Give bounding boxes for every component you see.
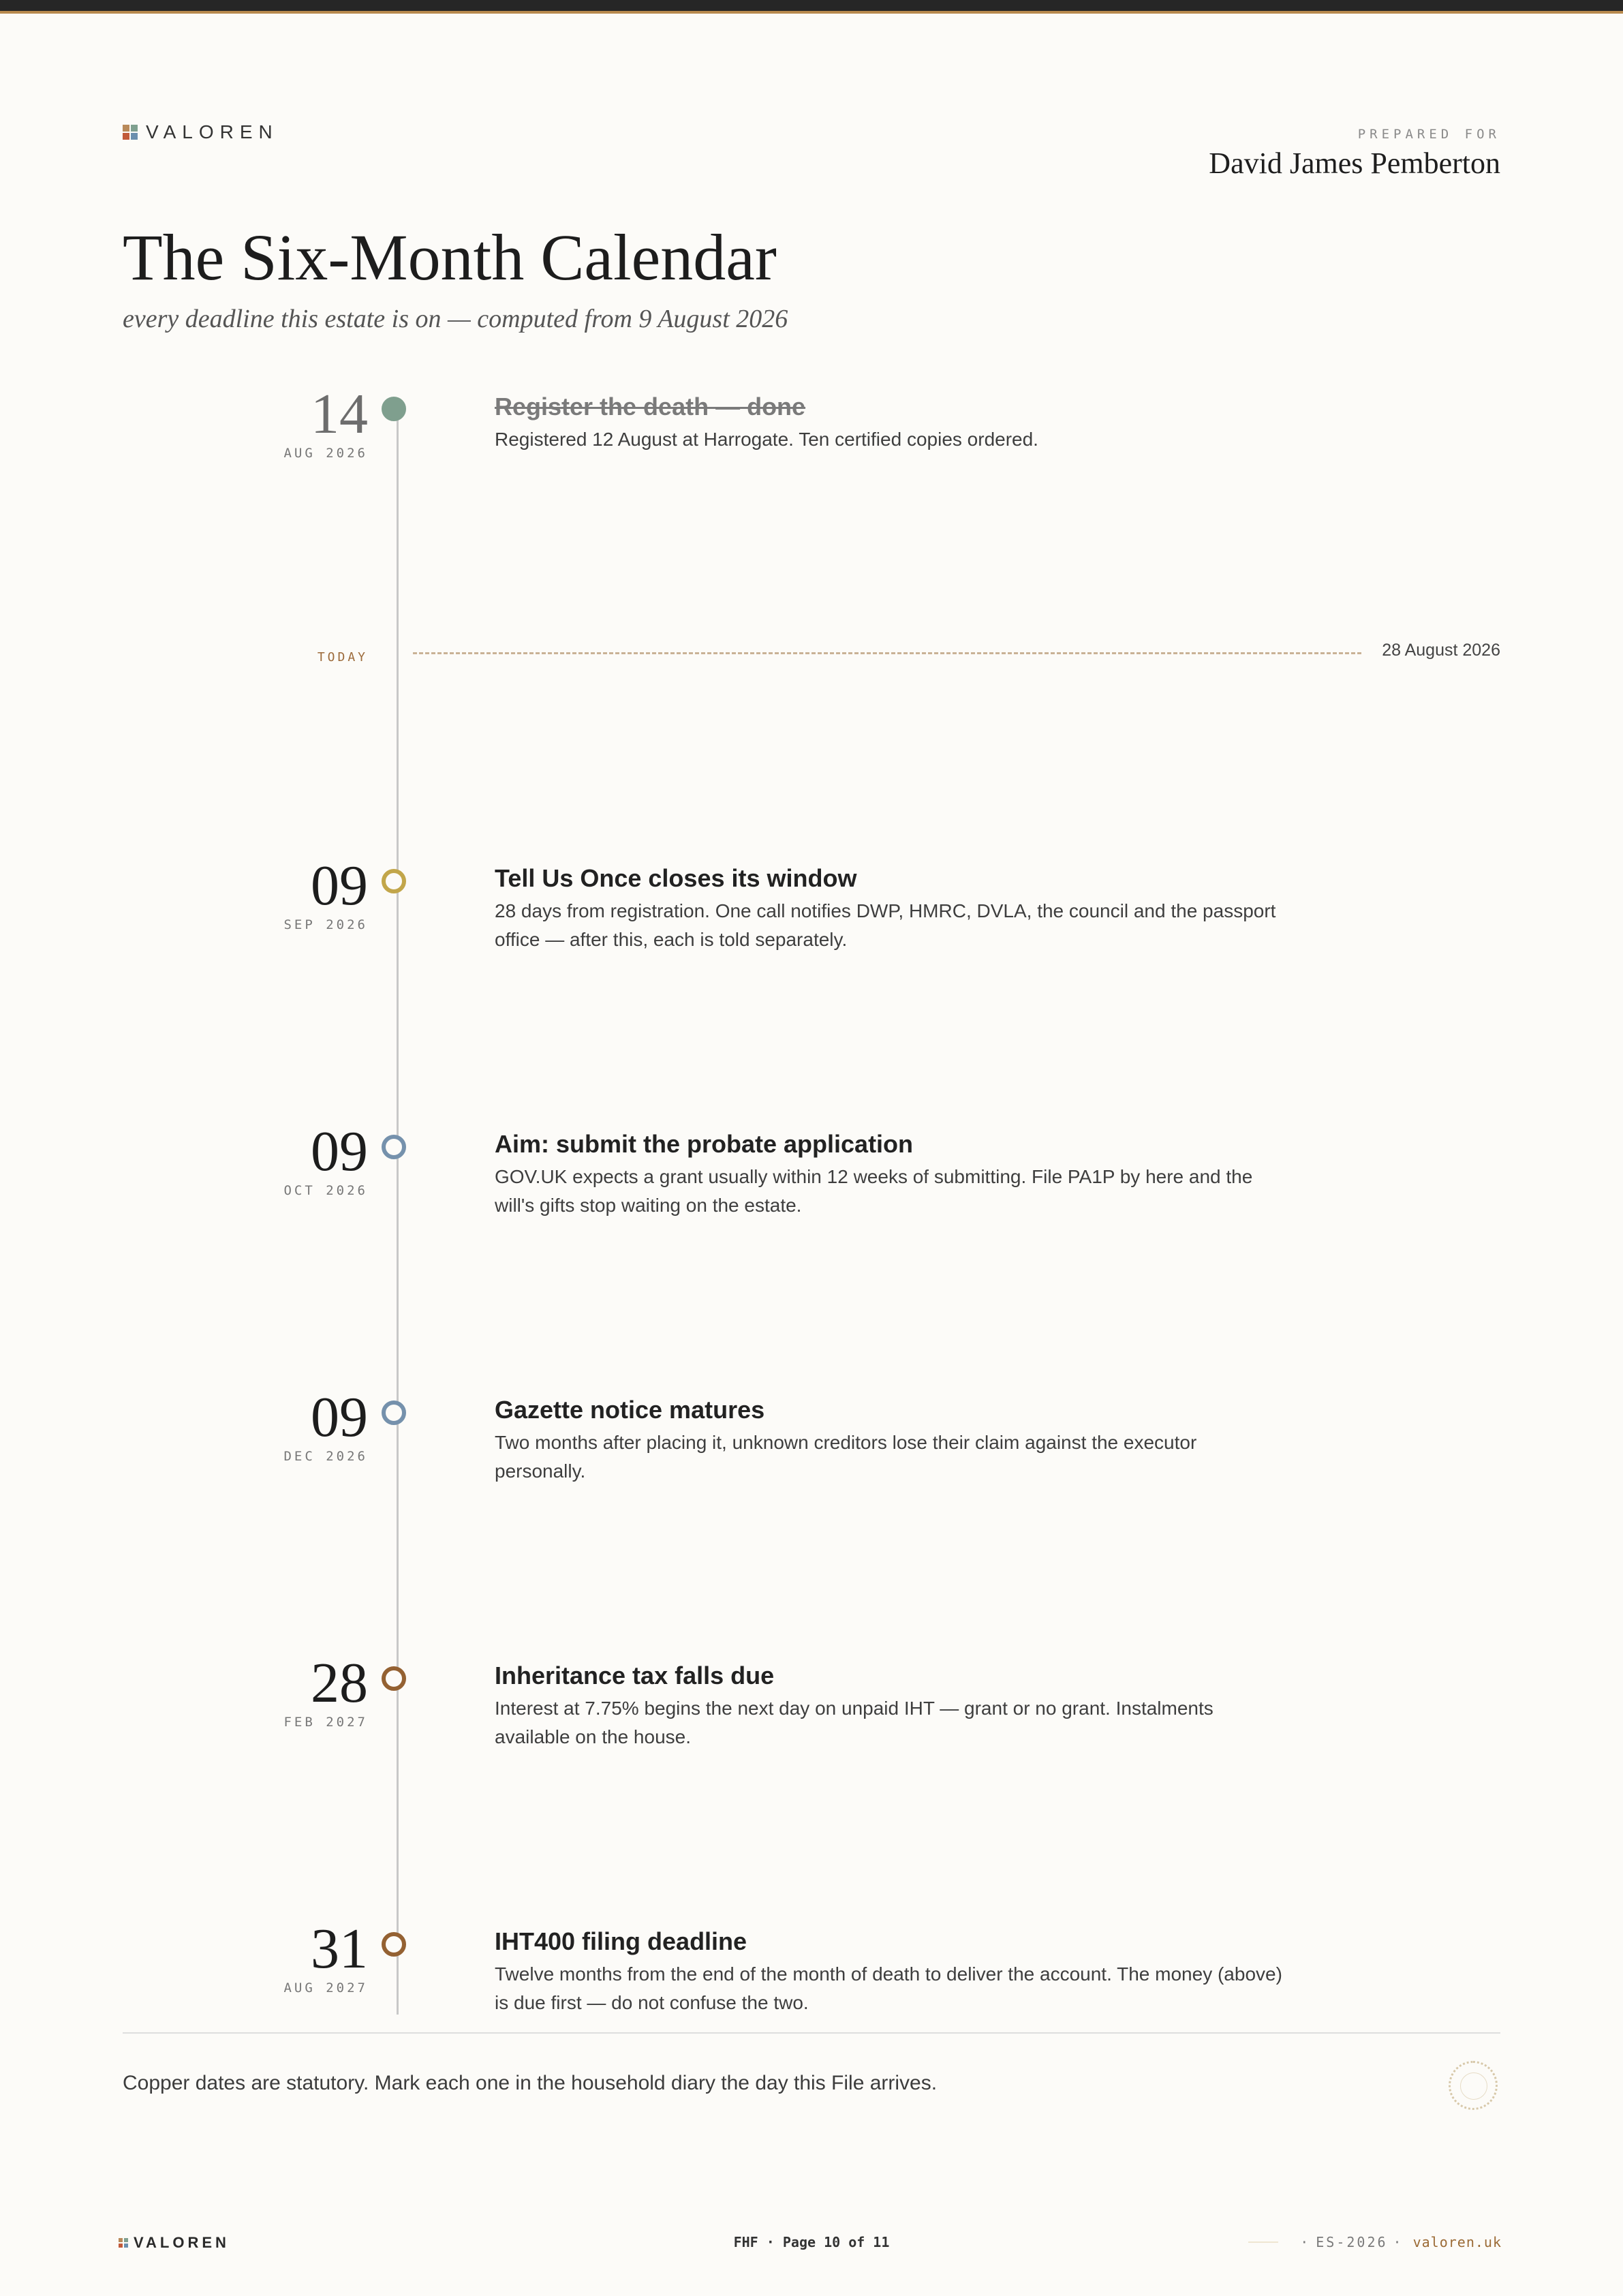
timeline-rail [397,412,399,2015]
prepared-for-block [1209,127,1500,181]
event-title: Tell Us Once closes its window [495,864,857,892]
event-marker [382,1135,406,1159]
brand-name: VALOREN [146,121,279,142]
footer-separator: · [1300,2234,1311,2250]
event-marker [382,397,406,421]
footer-rule [1248,2241,1278,2243]
event-day: 14 [311,382,368,446]
seal-icon [1449,2061,1498,2110]
footer-doc-code: FHF [733,2234,758,2250]
event-description: Interest at 7.75% begins the next day on unpaid IHT — grant or no grant. Instalments available on the house. [495,1698,1214,1747]
footer-brand-name: VALOREN [134,2234,230,2251]
brand-mark-square [123,133,129,140]
event-day: 09 [311,1120,368,1183]
event-description: Twelve months from the end of the month of death to deliver the account. The money (above) is due first — do not confuse the two. [495,1963,1282,2013]
top-border-accent [0,11,1623,14]
event-day: 09 [311,1386,368,1449]
event-month-year: SEP 2026 [283,917,368,932]
brand-mark-square [131,133,138,140]
page-subtitle: every deadline this estate is on — computed from 9 August 2026 [123,305,788,333]
brand-mark-square [123,125,129,132]
event-title: IHT400 filing deadline [495,1927,747,1955]
event-title: Gazette notice matures [495,1396,765,1424]
footer-url[interactable]: valoren.uk [1412,2234,1502,2250]
event-day: 31 [311,1917,368,1980]
event-day: 09 [311,854,368,917]
event-marker [382,869,406,893]
event-marker [382,1400,406,1425]
event-title: Register the death — done [495,393,806,420]
event-day: 28 [311,1651,368,1715]
footnote-divider [123,2032,1500,2034]
event-title: Inheritance tax falls due [495,1662,775,1689]
event-marker [382,1666,406,1691]
event-month-year: FEB 2027 [283,1715,368,1730]
event-description: Two months after placing it, unknown creditors lose their claim against the executor personally. [495,1432,1197,1482]
event-title: Aim: submit the probate application [495,1130,914,1158]
brand-mark-square [131,125,138,132]
brand-logo [123,121,279,143]
footer-reference [1248,2234,1502,2250]
event-marker [382,1932,406,1957]
today-label: TODAY [317,650,368,664]
footer-separator: · [766,2234,783,2250]
event-month-year: OCT 2026 [283,1183,368,1198]
prepared-for-label: PREPARED FOR [1357,127,1500,142]
event-description: Registered 12 August at Harrogate. Ten certified copies ordered. [495,429,1038,450]
page-title: The Six-Month Calendar [123,221,777,294]
top-border [0,0,1623,11]
event-description: 28 days from registration. One call notifies DWP, HMRC, DVLA, the council and the passport office — after this, each is told separately. [495,900,1276,950]
footnote-text: Copper dates are statutory. Mark each one in the household diary the day this File arrives. [123,2072,938,2094]
today-marker-line [413,652,1361,654]
client-name: David James Pemberton [1209,147,1500,180]
event-month-year: AUG 2026 [283,446,368,461]
footer-separator: · [1393,2234,1404,2250]
footer-page-number: Page 10 of 11 [782,2234,890,2250]
brand-mark-icon [123,125,138,140]
event-description: GOV.UK expects a grant usually within 12 weeks of submitting. File PA1P by here and the will's gifts stop waiting on the estate. [495,1166,1253,1216]
today-date: 28 August 2026 [1382,641,1500,660]
event-month-year: AUG 2027 [283,1980,368,1995]
footer-ref-code: ES-2026 [1316,2234,1388,2250]
event-month-year: DEC 2026 [283,1449,368,1464]
